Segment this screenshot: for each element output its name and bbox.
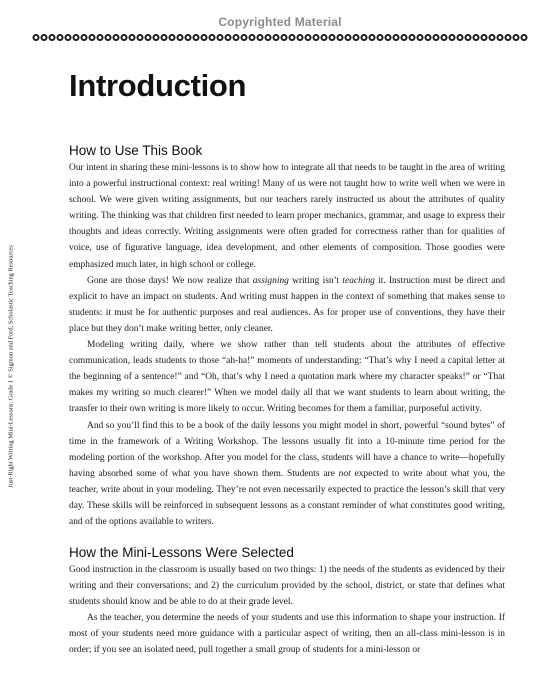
section-heading-how-selected: How the Mini-Lessons Were Selected <box>69 545 294 560</box>
text-run: Modeling writing daily, where we show rather than tell students about the attributes of effective communication, leads students to those “ah-ha!” moments of understanding: “That’s why I need a capital letter at the beginning of a sentence!” and “Oh, that’s why I need a quotation mark where my character speaks!” or “That makes my writing so much clearer!” When we model daily all that we want students to learn about writing, the transfer to their own writing is more likely to occur. Writing becomes for them a familiar, purposeful activity. <box>69 340 505 415</box>
copyright-watermark: Copyrighted Material <box>218 15 342 29</box>
side-credit-text: Just-Right Writing Mini-Lessons: Grade 1 © Sigmon and Ford, Scholastic Teaching Resources <box>7 245 15 488</box>
text-run: As the teacher, you determine the needs of your students and use this information to shape your instruction. If most of your students need more guidance with a particular aspect of writing, then an all-class mini-lesson is in order; if you see an isolated need, pull together a small group of students for a mini-lesson or <box>69 613 505 656</box>
emphasis-text: not <box>338 468 351 479</box>
side-credit <box>6 218 16 518</box>
text-run: Our intent in sharing these mini-lessons is to show how to integrate all that needs to be taught in the area of writing into a powerful instructional context: real writing! Many of us were not taught how to write well when we were in school. We were given writing assignments, but our teachers rarely instructed us about the attributes of quality writing. The thinking was that children first needed to learn proper mechanics, grammar, and usage to express their thoughts and ideas correctly. Writing assignments were often graded for correctness rather than for qualities of voice, use of figurative language, idea development, and other elements of composition. Those goodies were emphasized much later, in high school or college. <box>69 163 505 270</box>
section-body-how-selected <box>69 562 505 659</box>
paragraph <box>69 562 505 610</box>
paragraph <box>69 418 505 531</box>
paragraph <box>69 337 505 417</box>
text-run: Good instruction in the classroom is usually based on two things: 1) the needs of the students as evidenced by their writing and their conversations; and 2) the curriculum provided by the school, district, or state that defines what students should know and be able to do at their grade level. <box>69 565 505 608</box>
dotted-header-rule <box>32 33 528 42</box>
emphasis-text: teaching <box>342 275 375 286</box>
paragraph <box>69 273 505 337</box>
section-body-how-to-use <box>69 160 505 530</box>
text-run: it. Instruction must be direct and explicit to have an impact on students. And writing must happen in the context of something that makes sense to students: it must be for authentic purposes and real audiences. As for proper use of conventions, they have their place but they don’t make writing better, only cleaner. <box>69 275 505 334</box>
text-run: Gone are those days! We now realize that <box>87 275 253 286</box>
paragraph <box>69 610 505 658</box>
text-run: writing isn’t <box>288 275 343 286</box>
page-title: Introduction <box>69 68 247 103</box>
section-heading-how-to-use: How to Use This Book <box>69 143 203 158</box>
paragraph <box>69 160 505 273</box>
emphasis-text: assigning <box>252 275 289 286</box>
text-run: expected to write about what you, the teacher, write about in your modeling. They’re not even necessarily expected to practice the lesson’s skill that very day. These skills will be reinforced in subsequent lessons as a constant reminder of what constitutes good writing, and of the options available to writers. <box>69 468 505 528</box>
text-run: And so you’ll find this to be a book of the daily lessons you might model in short, powerful “sound bytes” of time in the framework of a Writing Workshop. The lessons usually fit into a 10-minute time period for the modeling portion of the workshop. After you model for the class, students will have a chance to write—hopefully having absorbed some of what you have shown them. Students are <box>69 420 505 479</box>
